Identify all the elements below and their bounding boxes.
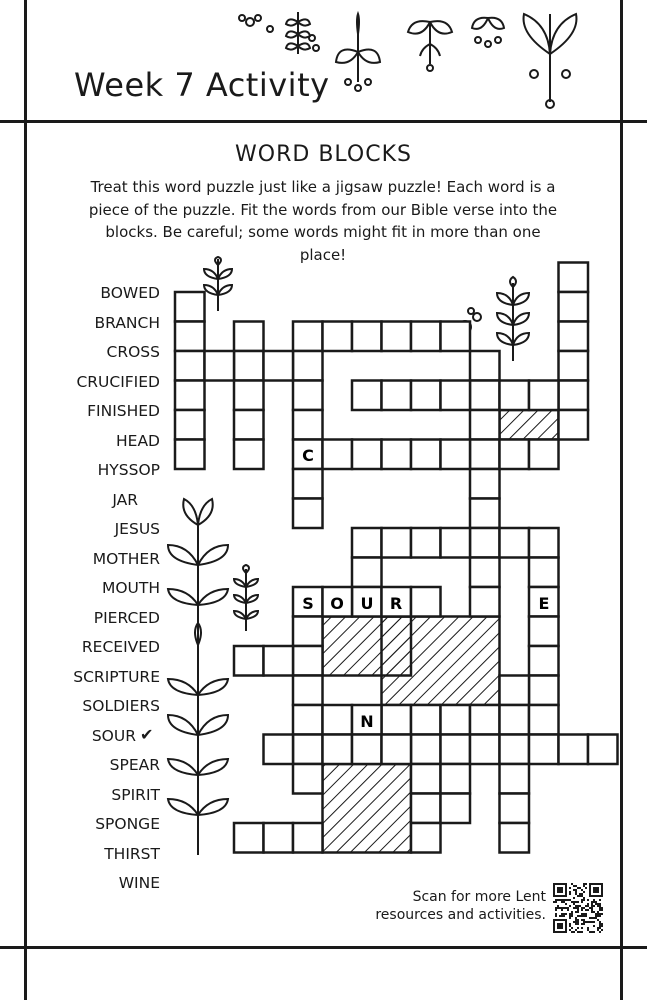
grid-cell[interactable] xyxy=(293,322,323,352)
word-hyssop: HYSSOP xyxy=(97,461,160,479)
grid-cell[interactable] xyxy=(234,823,264,853)
given-letter-u: U xyxy=(360,594,374,613)
grid-cell[interactable] xyxy=(382,322,412,352)
grid-cell[interactable] xyxy=(293,823,323,853)
grid-cell[interactable] xyxy=(411,528,441,558)
grid-cell[interactable] xyxy=(175,381,205,411)
grid-cell[interactable] xyxy=(293,764,323,794)
qr-caption-line1: Scan for more Lent xyxy=(412,889,546,905)
grid-cell[interactable] xyxy=(293,646,323,676)
grid-cell[interactable] xyxy=(293,351,323,381)
given-letter-r: R xyxy=(389,594,403,613)
grid-cell[interactable] xyxy=(382,440,412,470)
grid-cell[interactable] xyxy=(441,528,471,558)
grid-cell[interactable] xyxy=(470,587,500,617)
given-letter-e: E xyxy=(538,594,550,613)
grid-cell[interactable] xyxy=(293,617,323,647)
puzzle-instructions: Treat this word puzzle just like a jigsaw puzzle! Each word is a piece of the puzzle. Fit the words from our Bible verse into the blocks. Be careful; some words might fit in more than one place! xyxy=(88,178,558,264)
grid-cell[interactable] xyxy=(411,705,441,735)
grid-cell[interactable] xyxy=(529,705,559,735)
word-finished: FINISHED xyxy=(87,402,160,420)
grid-cell[interactable] xyxy=(470,440,500,470)
word-branch: BRANCH xyxy=(94,313,160,332)
grid-cell[interactable] xyxy=(411,440,441,470)
grid-cell[interactable] xyxy=(382,528,412,558)
grid-cell[interactable] xyxy=(234,646,264,676)
grid-cell[interactable] xyxy=(234,322,264,352)
grid-cell[interactable] xyxy=(411,322,441,352)
grid-cell[interactable] xyxy=(293,381,323,411)
grid-cell[interactable] xyxy=(323,440,353,470)
grid-cell[interactable] xyxy=(441,705,471,735)
grid-cell[interactable] xyxy=(175,292,205,322)
grid-cell[interactable] xyxy=(234,351,264,381)
grid-cell[interactable] xyxy=(500,794,530,824)
grid-cell[interactable] xyxy=(175,440,205,470)
grid-cell[interactable] xyxy=(441,735,471,765)
grid-cell[interactable] xyxy=(352,735,382,765)
grid-cell[interactable] xyxy=(411,823,441,853)
grid-cell[interactable] xyxy=(441,794,471,824)
grid-cell[interactable] xyxy=(529,646,559,676)
grid-cell[interactable] xyxy=(559,263,589,293)
grid-cell[interactable] xyxy=(529,528,559,558)
grid-cell[interactable] xyxy=(559,381,589,411)
given-letter-n: N xyxy=(360,712,374,731)
grid-cell[interactable] xyxy=(411,735,441,765)
grid-cell[interactable] xyxy=(205,351,235,381)
grid-cell[interactable] xyxy=(500,381,530,411)
grid-cell[interactable] xyxy=(382,735,412,765)
grid-cell[interactable] xyxy=(234,440,264,470)
grid-cell[interactable] xyxy=(529,440,559,470)
grid-cell[interactable] xyxy=(352,440,382,470)
grid-cell[interactable] xyxy=(559,322,589,352)
grid-cell[interactable] xyxy=(441,381,471,411)
grid-cell[interactable] xyxy=(352,381,382,411)
grid-cell[interactable] xyxy=(470,528,500,558)
word-soldiers: SOLDIERS xyxy=(82,697,160,715)
word-wine: WINE xyxy=(118,874,160,892)
grid-cell[interactable] xyxy=(411,587,441,617)
grid-cell[interactable] xyxy=(529,617,559,647)
qr-caption xyxy=(330,888,546,924)
word-cross: CROSS xyxy=(106,343,160,361)
grid-cell[interactable] xyxy=(441,764,471,794)
grid-cell[interactable] xyxy=(470,381,500,411)
grid-cell[interactable] xyxy=(234,410,264,440)
grid-cell[interactable] xyxy=(559,351,589,381)
given-letter-s: S xyxy=(302,594,314,613)
grid-cell[interactable] xyxy=(529,381,559,411)
grid-cell[interactable] xyxy=(529,558,559,588)
shaded-block xyxy=(500,410,559,440)
given-letter-c: C xyxy=(302,446,314,465)
grid-cell[interactable] xyxy=(323,735,353,765)
word-head: HEAD xyxy=(116,431,160,450)
puzzle-title: WORD BLOCKS xyxy=(235,142,412,167)
check-mark-icon: ✔ xyxy=(140,725,154,744)
grid-cell[interactable] xyxy=(470,469,500,499)
grid-cell[interactable] xyxy=(500,705,530,735)
grid-cell[interactable] xyxy=(382,705,412,735)
grid-cell[interactable] xyxy=(411,794,441,824)
grid-cell[interactable] xyxy=(529,735,559,765)
word-sponge: SPONGE xyxy=(95,815,160,833)
shaded-block xyxy=(323,617,412,676)
word-mother: MOTHER xyxy=(92,549,160,568)
word-jesus: JESUS xyxy=(114,520,160,538)
qr-caption-line2: resources and activities. xyxy=(375,907,546,923)
grid-cell[interactable] xyxy=(559,410,589,440)
grid-cell[interactable] xyxy=(559,292,589,322)
grid-cell[interactable] xyxy=(293,676,323,706)
grid-cell[interactable] xyxy=(323,705,353,735)
grid-cell[interactable] xyxy=(588,735,618,765)
grid-cell[interactable] xyxy=(264,646,294,676)
grid-cell[interactable] xyxy=(234,381,264,411)
grid-cell[interactable] xyxy=(293,705,323,735)
word-sour: SOUR xyxy=(91,726,136,745)
word-spirit: SPIRIT xyxy=(111,785,160,804)
grid-cell[interactable] xyxy=(500,440,530,470)
shaded-block xyxy=(323,764,412,853)
grid-cell[interactable] xyxy=(264,823,294,853)
qr-code-icon[interactable] xyxy=(553,883,603,933)
grid-cell[interactable] xyxy=(382,381,412,411)
grid-cell[interactable] xyxy=(470,499,500,529)
grid-cell[interactable] xyxy=(352,528,382,558)
grid-cell[interactable] xyxy=(470,410,500,440)
grid-cell[interactable] xyxy=(441,322,471,352)
grid-cell[interactable] xyxy=(411,381,441,411)
word-mouth: MOUTH xyxy=(101,579,160,597)
grid-cell[interactable] xyxy=(470,705,500,735)
grid-cell[interactable] xyxy=(500,735,530,765)
grid-cell[interactable] xyxy=(293,735,323,765)
word-jar: JAR xyxy=(112,490,138,509)
grid-cell[interactable] xyxy=(293,410,323,440)
grid-cell[interactable] xyxy=(470,351,500,381)
word-received: RECEIVED xyxy=(81,638,160,656)
grid-cell[interactable] xyxy=(293,499,323,529)
grid-cell[interactable] xyxy=(293,469,323,499)
grid-cell[interactable] xyxy=(559,735,589,765)
grid-cell[interactable] xyxy=(411,764,441,794)
word-pierced: PIERCED xyxy=(93,608,160,627)
grid-cell[interactable] xyxy=(500,676,530,706)
given-letter-o: O xyxy=(330,594,344,613)
grid-cell[interactable] xyxy=(500,764,530,794)
grid-cell[interactable] xyxy=(175,322,205,352)
week-title: Week 7 Activity xyxy=(74,66,330,104)
grid-cell[interactable] xyxy=(441,440,471,470)
grid-cell[interactable] xyxy=(175,351,205,381)
word-bowed: BOWED xyxy=(100,284,160,302)
grid-cell[interactable] xyxy=(500,528,530,558)
word-spear: SPEAR xyxy=(109,756,160,774)
word-crucified: CRUCIFIED xyxy=(76,372,160,391)
grid-cell[interactable] xyxy=(470,558,500,588)
grid-cell[interactable] xyxy=(264,351,294,381)
grid-cell[interactable] xyxy=(352,322,382,352)
grid-cell[interactable] xyxy=(175,410,205,440)
word-thirst: THIRST xyxy=(104,844,160,863)
grid-cell[interactable] xyxy=(500,823,530,853)
grid-cell[interactable] xyxy=(323,322,353,352)
grid-cell[interactable] xyxy=(529,676,559,706)
word-scripture: SCRIPTURE xyxy=(73,667,160,686)
grid-cell[interactable] xyxy=(470,735,500,765)
grid-cell[interactable] xyxy=(264,735,294,765)
grid-cell[interactable] xyxy=(352,558,382,588)
